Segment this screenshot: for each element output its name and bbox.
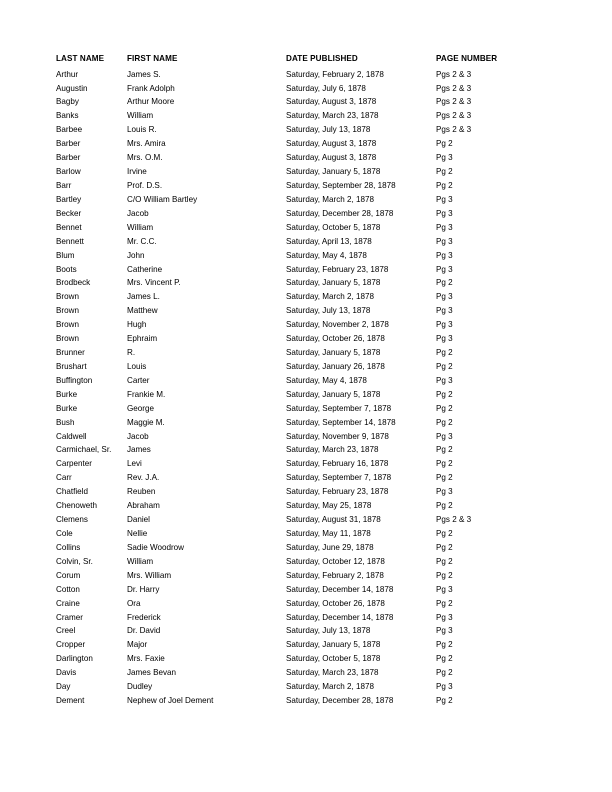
table-row <box>56 179 556 193</box>
obituary-index-table <box>56 54 556 708</box>
cell-first-name: James <box>127 445 151 455</box>
cell-last-name: Banks <box>56 111 79 121</box>
cell-date-published: Saturday, October 26, 1878 <box>286 598 385 608</box>
cell-first-name: Reuben <box>127 487 156 497</box>
cell-page-number: Pg 2 <box>436 389 453 399</box>
cell-date-published: Saturday, September 14, 1878 <box>286 417 396 427</box>
cell-last-name: Augustin <box>56 83 88 93</box>
cell-first-name: R. <box>127 348 136 358</box>
cell-page-number: Pg 2 <box>436 403 453 413</box>
cell-page-number: Pg 3 <box>436 334 453 344</box>
table-row <box>56 471 556 485</box>
cell-first-name: Arthur Moore <box>127 97 175 107</box>
table-row <box>56 555 556 569</box>
cell-date-published: Saturday, August 3, 1878 <box>286 153 377 163</box>
cell-page-number: Pg 2 <box>436 167 453 177</box>
cell-first-name: George <box>127 403 154 413</box>
table-row <box>56 513 556 527</box>
cell-page-number: Pg 2 <box>436 139 453 149</box>
cell-first-name: James Bevan <box>127 668 177 678</box>
table-row <box>56 332 556 346</box>
cell-date-published: Saturday, February 16, 1878 <box>286 459 389 469</box>
cell-date-published: Saturday, December 14, 1878 <box>286 584 394 594</box>
cell-page-number: Pg 2 <box>436 501 453 511</box>
cell-date-published: Saturday, May 25, 1878 <box>286 501 372 511</box>
table-row <box>56 402 556 416</box>
cell-first-name: Frankie M. <box>127 389 166 399</box>
cell-last-name: Colvin, Sr. <box>56 556 93 566</box>
cell-last-name: Boots <box>56 264 77 274</box>
table-row <box>56 137 556 151</box>
table-row <box>56 374 556 388</box>
table-row <box>56 527 556 541</box>
cell-first-name: Levi <box>127 459 142 469</box>
cell-page-number: Pg 2 <box>436 473 453 483</box>
table-row <box>56 569 556 583</box>
cell-page-number: Pg 3 <box>436 264 453 274</box>
cell-date-published: Saturday, September 28, 1878 <box>286 180 396 190</box>
cell-page-number: Pg 3 <box>436 194 453 204</box>
table-row <box>56 680 556 694</box>
cell-last-name: Barlow <box>56 167 81 177</box>
cell-first-name: C/O William Bartley <box>127 194 198 204</box>
cell-first-name: Irvine <box>127 167 147 177</box>
cell-date-published: Saturday, March 2, 1878 <box>286 292 375 302</box>
cell-last-name: Cotton <box>56 584 80 594</box>
cell-date-published: Saturday, March 23, 1878 <box>286 111 379 121</box>
cell-last-name: Cramer <box>56 612 83 622</box>
cell-last-name: Barber <box>56 139 81 149</box>
cell-date-published: Saturday, February 2, 1878 <box>286 69 384 79</box>
cell-last-name: Carmichael, Sr. <box>56 445 112 455</box>
cell-page-number: Pg 3 <box>436 320 453 330</box>
cell-date-published: Saturday, August 3, 1878 <box>286 97 377 107</box>
cell-date-published: Saturday, June 29, 1878 <box>286 542 374 552</box>
cell-page-number: Pgs 2 & 3 <box>436 69 472 79</box>
cell-last-name: Brunner <box>56 348 85 358</box>
cell-page-number: Pgs 2 & 3 <box>436 97 472 107</box>
cell-page-number: Pg 2 <box>436 668 453 678</box>
cell-last-name: Brown <box>56 306 79 316</box>
table-row <box>56 666 556 680</box>
cell-first-name: Daniel <box>127 515 150 525</box>
cell-page-number: Pgs 2 & 3 <box>436 125 472 135</box>
cell-page-number: Pg 3 <box>436 306 453 316</box>
cell-first-name: William <box>127 111 154 121</box>
cell-first-name: Mr. C.C. <box>127 236 157 246</box>
table-row <box>56 193 556 207</box>
table-row <box>56 638 556 652</box>
cell-last-name: Caldwell <box>56 431 87 441</box>
table-header <box>56 54 556 68</box>
cell-date-published: Saturday, August 31, 1878 <box>286 515 381 525</box>
cell-date-published: Saturday, October 12, 1878 <box>286 556 385 566</box>
table-row <box>56 388 556 402</box>
cell-date-published: Saturday, November 9, 1878 <box>286 431 389 441</box>
cell-page-number: Pg 3 <box>436 236 453 246</box>
cell-page-number: Pg 3 <box>436 375 453 385</box>
cell-last-name: Davis <box>56 668 77 678</box>
table-row <box>56 611 556 625</box>
cell-page-number: Pg 2 <box>436 556 453 566</box>
cell-date-published: Saturday, January 5, 1878 <box>286 348 381 358</box>
cell-last-name: Darlington <box>56 654 93 664</box>
table-row <box>56 457 556 471</box>
cell-last-name: Brown <box>56 334 79 344</box>
cell-first-name: Mrs. Amira <box>127 139 166 149</box>
cell-date-published: Saturday, January 5, 1878 <box>286 640 381 650</box>
cell-last-name: Clemens <box>56 515 88 525</box>
cell-last-name: Creel <box>56 626 76 636</box>
cell-last-name: Bush <box>56 417 75 427</box>
cell-date-published: Saturday, October 5, 1878 <box>286 222 381 232</box>
table-row <box>56 109 556 123</box>
table-row <box>56 624 556 638</box>
cell-date-published: Saturday, July 6, 1878 <box>286 83 366 93</box>
cell-page-number: Pg 3 <box>436 612 453 622</box>
cell-date-published: Saturday, May 4, 1878 <box>286 375 367 385</box>
cell-first-name: Rev. J.A. <box>127 473 160 483</box>
cell-first-name: Nellie <box>127 529 148 539</box>
table-row <box>56 263 556 277</box>
table-row <box>56 68 556 82</box>
cell-page-number: Pg 2 <box>436 348 453 358</box>
table-row <box>56 290 556 304</box>
cell-date-published: Saturday, October 26, 1878 <box>286 334 385 344</box>
cell-date-published: Saturday, September 7, 1878 <box>286 403 392 413</box>
cell-last-name: Blum <box>56 250 75 260</box>
cell-date-published: Saturday, March 2, 1878 <box>286 682 375 692</box>
table-row <box>56 597 556 611</box>
cell-last-name: Dement <box>56 696 85 706</box>
table-row <box>56 541 556 555</box>
table-row <box>56 694 556 708</box>
cell-date-published: Saturday, May 4, 1878 <box>286 250 367 260</box>
table-row <box>56 276 556 290</box>
cell-page-number: Pgs 2 & 3 <box>436 515 472 525</box>
cell-page-number: Pg 2 <box>436 459 453 469</box>
cell-page-number: Pg 2 <box>436 278 453 288</box>
column-header-first-name: FIRST NAME <box>127 54 178 63</box>
table-row <box>56 151 556 165</box>
cell-last-name: Cropper <box>56 640 86 650</box>
cell-page-number: Pg 2 <box>436 570 453 580</box>
cell-page-number: Pg 2 <box>436 542 453 552</box>
cell-page-number: Pg 3 <box>436 222 453 232</box>
cell-last-name: Carpenter <box>56 459 92 469</box>
table-row <box>56 583 556 597</box>
cell-first-name: William <box>127 556 154 566</box>
cell-first-name: Jacob <box>127 208 149 218</box>
cell-date-published: Saturday, July 13, 1878 <box>286 626 371 636</box>
cell-last-name: Bagby <box>56 97 79 107</box>
cell-page-number: Pg 3 <box>436 584 453 594</box>
table-row <box>56 207 556 221</box>
cell-first-name: Mrs. William <box>127 570 172 580</box>
cell-last-name: Bennet <box>56 222 82 232</box>
table-row <box>56 652 556 666</box>
cell-page-number: Pg 2 <box>436 361 453 371</box>
cell-page-number: Pg 2 <box>436 529 453 539</box>
table-row <box>56 499 556 513</box>
table-body <box>56 68 556 708</box>
cell-date-published: Saturday, January 26, 1878 <box>286 361 385 371</box>
cell-date-published: Saturday, February 23, 1878 <box>286 487 389 497</box>
cell-page-number: Pg 3 <box>436 153 453 163</box>
table-row <box>56 304 556 318</box>
column-header-date-published: DATE PUBLISHED <box>286 54 358 63</box>
table-row <box>56 360 556 374</box>
cell-last-name: Brown <box>56 292 79 302</box>
cell-date-published: Saturday, September 7, 1878 <box>286 473 392 483</box>
cell-date-published: Saturday, January 5, 1878 <box>286 278 381 288</box>
cell-first-name: James S. <box>127 69 161 79</box>
cell-page-number: Pg 2 <box>436 696 453 706</box>
cell-first-name: John <box>127 250 145 260</box>
cell-first-name: Louis R. <box>127 125 157 135</box>
cell-date-published: Saturday, December 28, 1878 <box>286 208 394 218</box>
cell-page-number: Pg 2 <box>436 598 453 608</box>
cell-first-name: William <box>127 222 154 232</box>
cell-first-name: Abraham <box>127 501 160 511</box>
cell-page-number: Pg 3 <box>436 682 453 692</box>
cell-date-published: Saturday, March 2, 1878 <box>286 194 375 204</box>
cell-last-name: Collins <box>56 542 81 552</box>
cell-first-name: Dudley <box>127 682 153 692</box>
cell-first-name: Catherine <box>127 264 163 274</box>
cell-page-number: Pg 2 <box>436 654 453 664</box>
cell-date-published: Saturday, August 3, 1878 <box>286 139 377 149</box>
cell-page-number: Pg 2 <box>436 180 453 190</box>
cell-page-number: Pg 3 <box>436 292 453 302</box>
cell-last-name: Cole <box>56 529 73 539</box>
cell-last-name: Brown <box>56 320 79 330</box>
cell-first-name: Matthew <box>127 306 158 316</box>
cell-last-name: Day <box>56 682 71 692</box>
cell-first-name: Maggie M. <box>127 417 165 427</box>
cell-last-name: Barr <box>56 180 72 190</box>
cell-page-number: Pgs 2 & 3 <box>436 111 472 121</box>
column-header-page-number: PAGE NUMBER <box>436 54 498 63</box>
cell-date-published: Saturday, March 23, 1878 <box>286 445 379 455</box>
cell-date-published: Saturday, May 11, 1878 <box>286 529 371 539</box>
table-row <box>56 443 556 457</box>
cell-date-published: Saturday, March 23, 1878 <box>286 668 379 678</box>
cell-last-name: Brodbeck <box>56 278 91 288</box>
table-row <box>56 235 556 249</box>
cell-first-name: Hugh <box>127 320 147 330</box>
cell-first-name: Ephraim <box>127 334 158 344</box>
cell-first-name: Mrs. Vincent P. <box>127 278 181 288</box>
table-row <box>56 485 556 499</box>
cell-page-number: Pg 3 <box>436 250 453 260</box>
cell-first-name: Mrs. Faxie <box>127 654 165 664</box>
cell-last-name: Carr <box>56 473 72 483</box>
table-row <box>56 82 556 96</box>
cell-first-name: Dr. David <box>127 626 161 636</box>
cell-page-number: Pg 3 <box>436 208 453 218</box>
cell-first-name: Mrs. O.M. <box>127 153 163 163</box>
cell-page-number: Pg 2 <box>436 417 453 427</box>
cell-last-name: Craine <box>56 598 80 608</box>
cell-last-name: Chatfield <box>56 487 88 497</box>
cell-last-name: Becker <box>56 208 82 218</box>
cell-first-name: Carter <box>127 375 150 385</box>
cell-date-published: Saturday, October 5, 1878 <box>286 654 381 664</box>
table-row <box>56 165 556 179</box>
cell-date-published: Saturday, January 5, 1878 <box>286 389 381 399</box>
cell-last-name: Burke <box>56 389 78 399</box>
cell-first-name: Ora <box>127 598 141 608</box>
cell-last-name: Bartley <box>56 194 82 204</box>
table-header-row <box>56 54 556 68</box>
cell-page-number: Pg 3 <box>436 626 453 636</box>
cell-first-name: Prof. D.S. <box>127 180 163 190</box>
table-row <box>56 123 556 137</box>
cell-last-name: Burke <box>56 403 78 413</box>
cell-first-name: Major <box>127 640 148 650</box>
cell-last-name: Buffington <box>56 375 93 385</box>
table-row <box>56 346 556 360</box>
cell-date-published: Saturday, February 23, 1878 <box>286 264 389 274</box>
table-row <box>56 249 556 263</box>
cell-last-name: Bennett <box>56 236 84 246</box>
cell-first-name: Sadie Woodrow <box>127 542 184 552</box>
cell-first-name: Frank Adolph <box>127 83 175 93</box>
cell-page-number: Pg 2 <box>436 445 453 455</box>
cell-first-name: Frederick <box>127 612 161 622</box>
cell-first-name: Dr. Harry <box>127 584 160 594</box>
cell-last-name: Corum <box>56 570 81 580</box>
column-header-last-name: LAST NAME <box>56 54 105 63</box>
table-row <box>56 95 556 109</box>
cell-date-published: Saturday, February 2, 1878 <box>286 570 384 580</box>
table-row <box>56 221 556 235</box>
cell-page-number: Pg 3 <box>436 431 453 441</box>
table-row <box>56 416 556 430</box>
cell-last-name: Brushart <box>56 361 87 371</box>
table-row <box>56 318 556 332</box>
cell-last-name: Barbee <box>56 125 83 135</box>
cell-last-name: Arthur <box>56 69 79 79</box>
cell-first-name: Jacob <box>127 431 149 441</box>
cell-date-published: Saturday, April 13, 1878 <box>286 236 372 246</box>
cell-page-number: Pg 3 <box>436 487 453 497</box>
cell-last-name: Barber <box>56 153 81 163</box>
cell-page-number: Pg 2 <box>436 640 453 650</box>
cell-first-name: Nephew of Joel Dement <box>127 696 214 706</box>
cell-last-name: Chenoweth <box>56 501 97 511</box>
cell-first-name: James L. <box>127 292 160 302</box>
cell-date-published: Saturday, January 5, 1878 <box>286 167 381 177</box>
cell-date-published: Saturday, December 28, 1878 <box>286 696 394 706</box>
cell-date-published: Saturday, November 2, 1878 <box>286 320 389 330</box>
table-row <box>56 430 556 444</box>
cell-page-number: Pgs 2 & 3 <box>436 83 472 93</box>
cell-date-published: Saturday, July 13, 1878 <box>286 125 371 135</box>
cell-first-name: Louis <box>127 361 147 371</box>
cell-date-published: Saturday, July 13, 1878 <box>286 306 371 316</box>
cell-date-published: Saturday, December 14, 1878 <box>286 612 394 622</box>
